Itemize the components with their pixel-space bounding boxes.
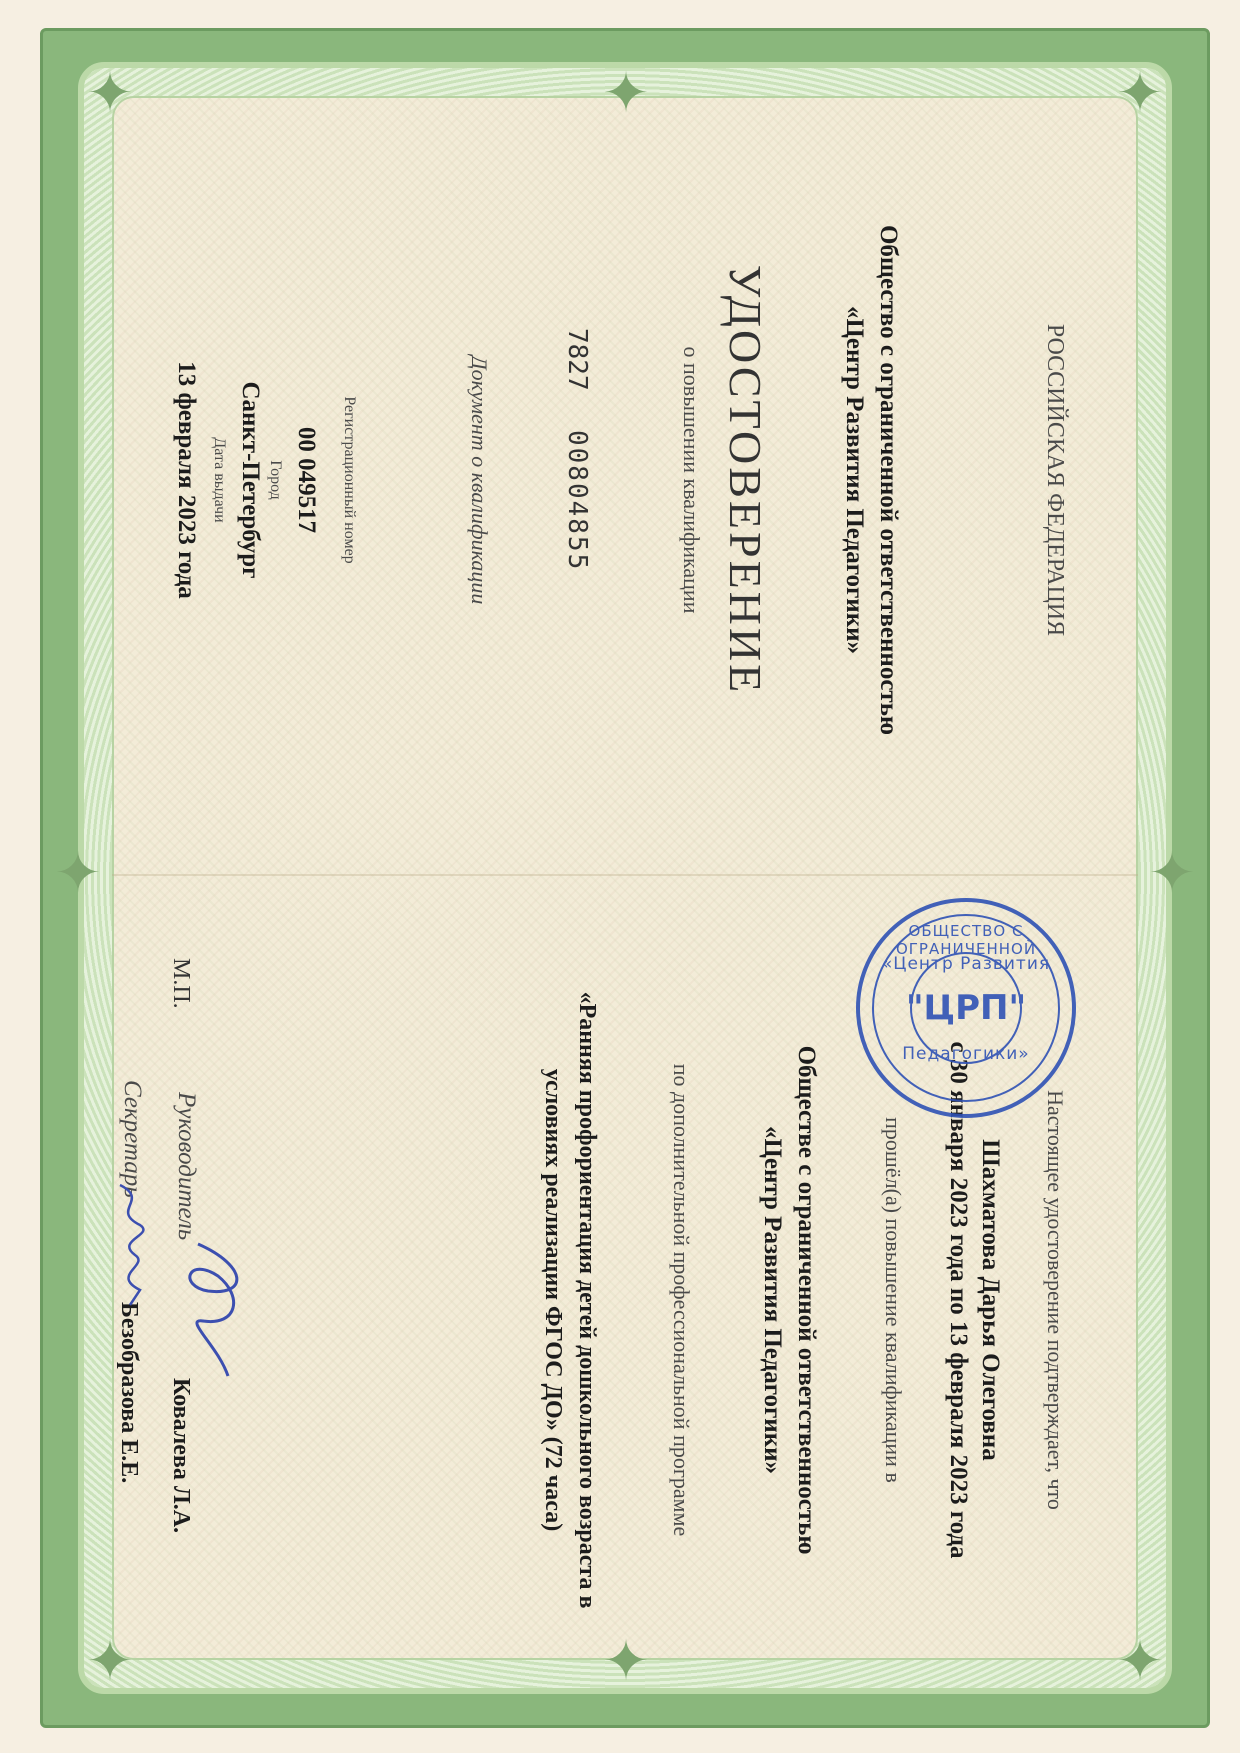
corner-ornament-icon: ✦ — [1116, 1629, 1164, 1694]
edge-ornament-icon: ✦ — [54, 841, 102, 906]
provider-org-line1: Обществе с ограниченной ответственностью — [793, 1045, 820, 1555]
secretary-label: Секретарь — [119, 1080, 146, 1198]
edge-ornament-icon: ✦ — [1148, 841, 1196, 906]
head-signature — [168, 1236, 258, 1386]
corner-ornament-icon: ✦ — [86, 61, 134, 126]
issuer-org-line2: «Центр Развития Педагогики» — [841, 305, 868, 655]
serial-number: 00804855 — [562, 430, 592, 572]
seal-center-text: "ЦРП" — [905, 988, 1027, 1028]
doc-type: Документ о квалификации — [467, 355, 492, 605]
secretary-signature — [100, 1180, 160, 1310]
head-label: Руководитель — [173, 1092, 200, 1241]
doc-subtitle: о повышении квалификации — [679, 346, 704, 614]
city-label: Город — [267, 460, 284, 500]
training-period: с 30 января 2023 года по 13 февраля 2023 года — [945, 1041, 972, 1559]
program-intro: по дополнительной профессиональной программе — [669, 1063, 694, 1537]
provider-org-line2: «Центр Развития Педагогики» — [759, 1125, 786, 1475]
intro-text: Настоящее удостоверение подтверждает, что — [1043, 1090, 1068, 1510]
full-name: Шахматова Дарья Олеговна — [977, 1139, 1004, 1461]
secretary-name: Безобразова Е.Е. — [116, 1302, 142, 1484]
issue-label: Дата выдачи — [211, 437, 228, 523]
edge-ornament-icon: ✦ — [602, 1629, 650, 1694]
organization-seal — [856, 898, 1076, 1118]
program-title-line2: условиях реализации ФГОС ДО» (72 часа) — [540, 1068, 566, 1532]
issuer-org-line1: Общество с ограниченной ответственностью — [875, 224, 902, 736]
serial-prefix: 7827 — [562, 328, 592, 391]
passed-text: прошёл(а) повышение квалификации в — [881, 1117, 906, 1483]
corner-ornament-icon: ✦ — [86, 1629, 134, 1694]
head-name: Ковалева Л.А. — [168, 1378, 194, 1534]
seal-top-text: ОБЩЕСТВО С ОГРАНИЧЕННОЙ — [895, 922, 1037, 958]
city: Санкт-Петербург — [237, 381, 264, 579]
country-name: РОССИЙСКАЯ ФЕДЕРАЦИЯ — [1042, 323, 1068, 637]
reg-label: Регистрационный номер — [341, 396, 358, 564]
stamp-place: М.П. — [168, 958, 194, 1009]
program-title-line1: «Ранняя профориентация детей дошкольного возраста в — [574, 991, 600, 1609]
edge-ornament-icon: ✦ — [602, 61, 650, 126]
seal-middle-text: «Центр Развития — [881, 954, 1051, 974]
doc-title: УДОСТОВЕРЕНИЕ — [720, 264, 771, 696]
reg-number: 00 049517 — [293, 426, 320, 534]
corner-ornament-icon: ✦ — [1116, 61, 1164, 126]
seal-bottom-text: Педагогики» — [902, 1044, 1030, 1064]
issue-date: 13 февраля 2023 года — [173, 361, 200, 599]
